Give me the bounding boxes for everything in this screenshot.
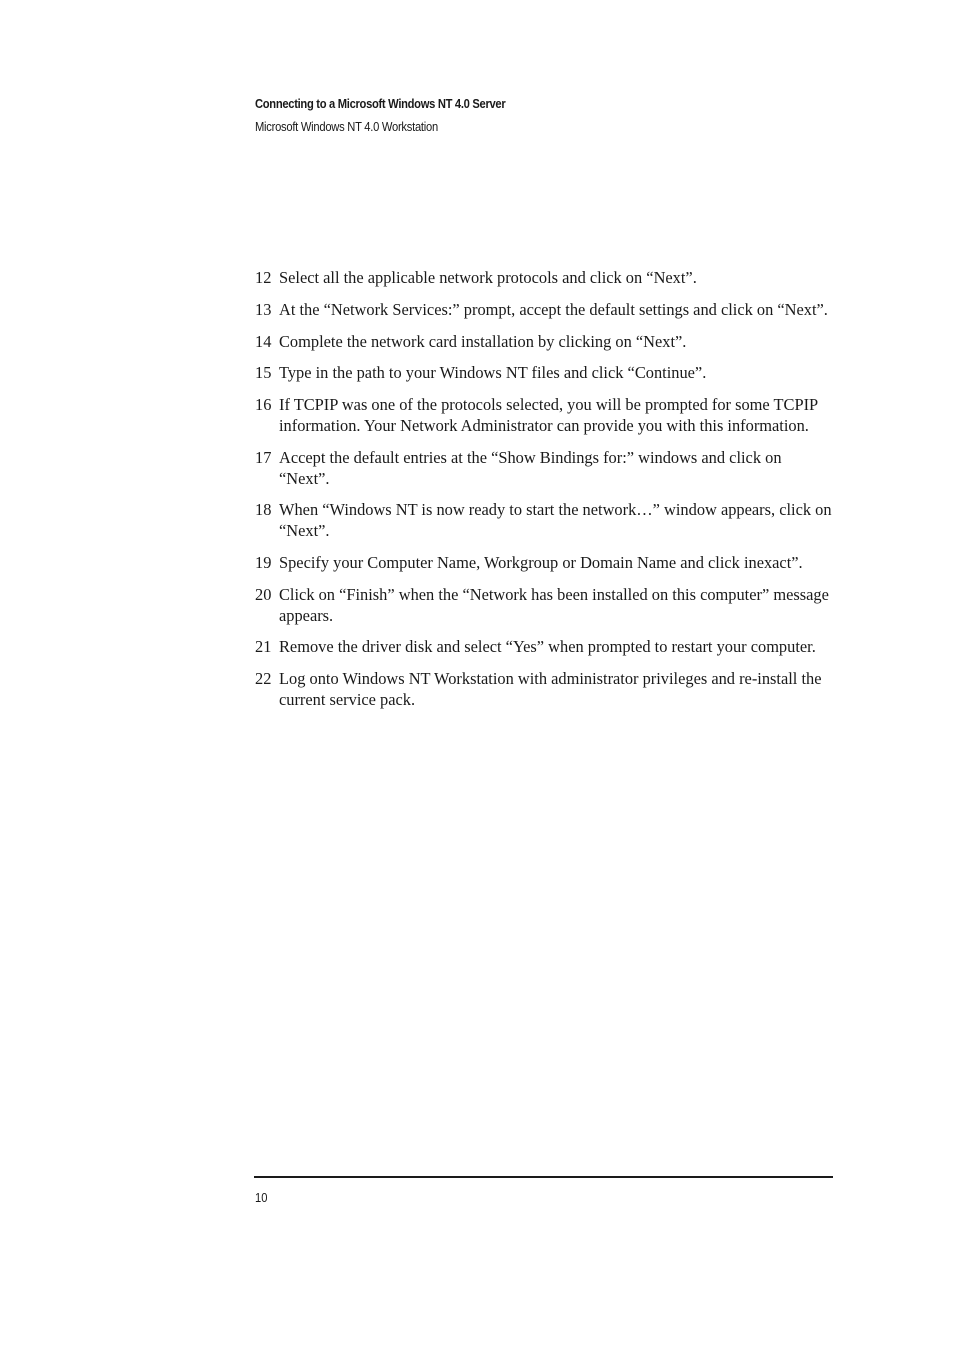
step-item [255, 585, 835, 627]
step-item [255, 332, 835, 353]
page-number: 10 [255, 1190, 268, 1205]
step-item [255, 363, 835, 384]
step-text: If TCPIP was one of the protocols selected, you will be prompted for some TCPIP information. Your Network Administrator can provide you with this information. [279, 395, 818, 435]
step-text: At the “Network Services:” prompt, accept the default settings and click on “Next”. [279, 299, 828, 319]
step-text: Click on “Finish” when the “Network has been installed on this computer” message appears. [279, 584, 829, 625]
section-title: Microsoft Windows NT 4.0 Workstation [255, 119, 438, 134]
step-number: 19 [255, 552, 272, 572]
footer-divider [254, 1176, 833, 1178]
step-item [255, 500, 835, 542]
step-item [255, 637, 835, 658]
step-text: When “Windows NT is now ready to start the network…” window appears, click on “Next”. [279, 500, 832, 541]
instruction-steps-list [255, 268, 835, 722]
step-item [255, 448, 835, 490]
step-number: 20 [255, 584, 272, 604]
step-item [255, 300, 835, 321]
step-number: 18 [255, 500, 272, 520]
step-number: 15 [255, 363, 272, 383]
step-number: 21 [255, 637, 272, 657]
step-number: 14 [255, 331, 272, 351]
step-text: Type in the path to your Windows NT files and click “Continue”. [279, 363, 707, 383]
step-number: 13 [255, 299, 272, 319]
chapter-title: Connecting to a Microsoft Windows NT 4.0 Server [255, 96, 506, 111]
step-text: Select all the applicable network protocols and click on “Next”. [279, 268, 697, 287]
step-item [255, 395, 835, 437]
step-item [255, 553, 835, 574]
step-text: Remove the driver disk and select “Yes” when prompted to restart your computer. [279, 637, 816, 657]
running-header [255, 94, 546, 137]
step-item [255, 268, 835, 289]
step-text: Log onto Windows NT Workstation with administrator privileges and re-install the current service pack. [279, 669, 822, 709]
step-number: 16 [255, 395, 272, 415]
step-number: 17 [255, 447, 272, 467]
step-text: Accept the default entries at the “Show Bindings for:” windows and click on “Next”. [279, 447, 782, 488]
step-text: Specify your Computer Name, Workgroup or Domain Name and click inexact”. [279, 552, 803, 572]
step-number: 12 [255, 268, 272, 287]
step-text: Complete the network card installation by clicking on “Next”. [279, 331, 687, 351]
step-number: 22 [255, 669, 272, 689]
step-item [255, 669, 835, 711]
